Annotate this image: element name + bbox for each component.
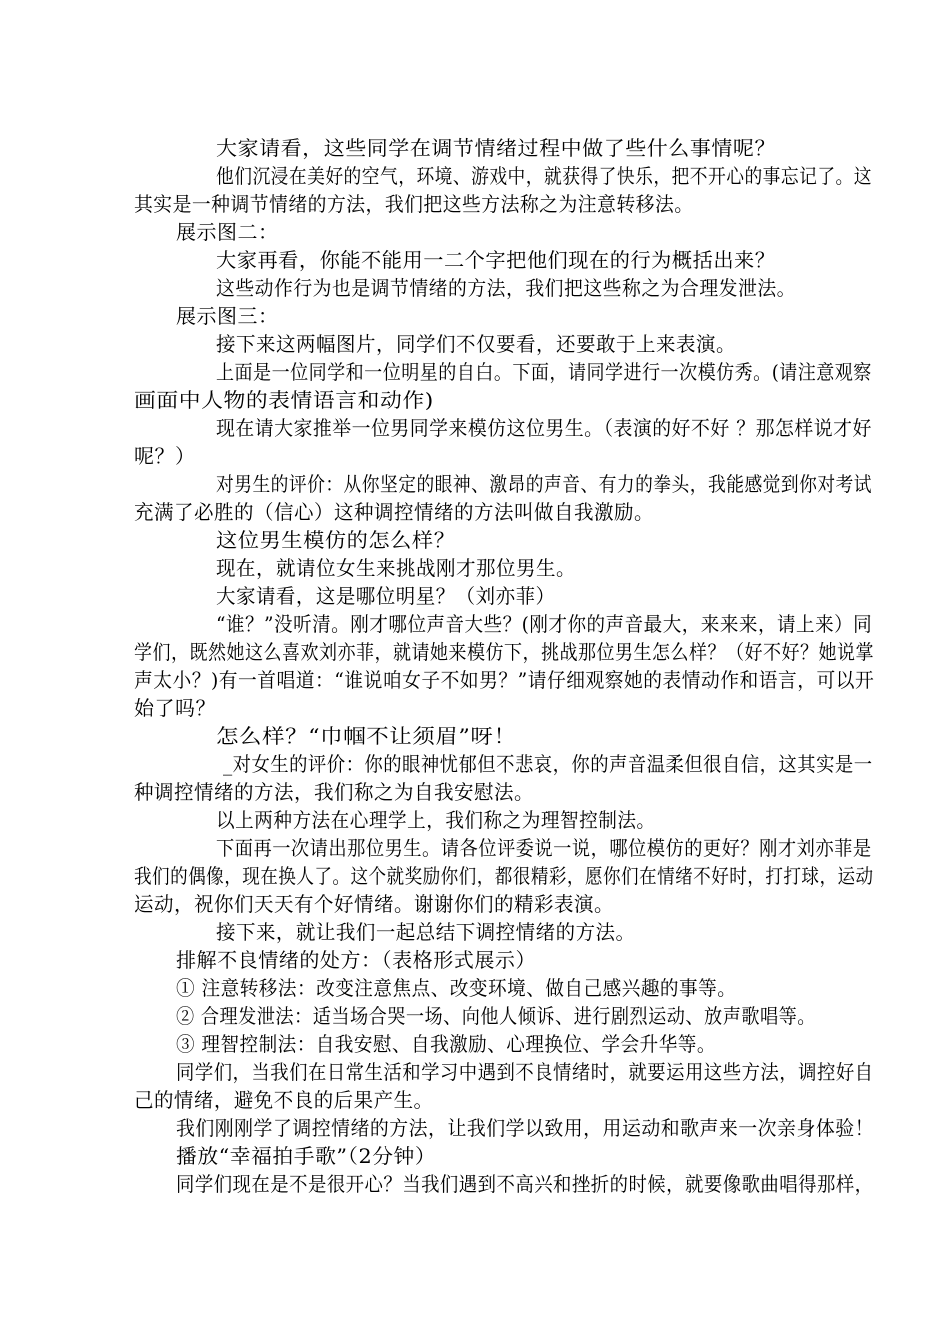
text-line: 同学们，当我们在日常生活和学习中遇到不良情绪时，就要运用这些方法，调控好自 [176, 1060, 874, 1084]
text-line: 大家请看，这是哪位明星？（刘亦菲） [216, 584, 556, 608]
text-line: 对男生的评价：从你坚定的眼神、激昂的声音、有力的拳头，我能感觉到你对考试 [216, 472, 872, 496]
text-line: 这位男生模仿的怎么样？ [216, 528, 456, 552]
text-line: 接下来，就让我们一起总结下调控情绪的方法。 [216, 920, 636, 944]
text-line: 同学们现在是不是很开心？当我们遇到不高兴和挫折的时候，就要像歌曲唱得那样， [176, 1172, 874, 1196]
text-line: _对女生的评价：你的眼神忧郁但不悲哀，你的声音温柔但很自信，这其实是一 [223, 752, 873, 776]
text-line: 大家再看，你能不能用一二个字把他们现在的行为概括出来？ [216, 248, 776, 272]
text-line: 学们，既然她这么喜欢刘亦菲，就请她来模仿下，挑战那位男生怎么样？（好不好？她说掌 [134, 640, 874, 664]
text-line: 他们沉浸在美好的空气，环境、游戏中，就获得了快乐，把不开心的事忘记了。这 [216, 164, 872, 188]
text-line: 充满了必胜的（信心）这种调控情绪的方法叫做自我激励。 [134, 500, 654, 524]
text-line: 展示图三： [176, 304, 279, 328]
text-line: 种调控情绪的方法，我们称之为自我安慰法。 [134, 780, 534, 804]
text-line: 大家请看，这些同学在调节情绪过程中做了些什么事情呢？ [216, 136, 776, 160]
text-line: 我们刚刚学了调控情绪的方法，让我们学以致用，用运动和歌声来一次亲身体验！ [176, 1116, 874, 1140]
text-line: 接下来这两幅图片，同学们不仅要看，还要敢于上来表演。 [216, 332, 736, 356]
text-line: 上面是一位同学和一位明星的自白。下面，请同学进行一次模仿秀。(请注意观察 [216, 360, 872, 384]
text-line: 播放“幸福拍手歌”（2分钟） [176, 1144, 437, 1168]
text-line: 现在，就请位女生来挑战刚才那位男生。 [216, 556, 576, 580]
text-line: 排解不良情绪的处方：（表格形式展示） [176, 948, 536, 972]
text-line: 以上两种方法在心理学上，我们称之为理智控制法。 [216, 808, 656, 832]
text-line: 现在请大家推举一位男同学来模仿这位男生。（表演的好不好 ？那怎样说才好 [216, 416, 872, 440]
text-line: 我们的偶像，现在换人了。这个就奖励你们，都很精彩，愿你们在情绪不好时，打打球，运动 [134, 864, 874, 888]
text-line: 声太小？)有一首唱道：“谁说咱女子不如男？”请仔细观察她的表情动作和语言，可以开 [134, 668, 875, 692]
text-line: ② 合理发泄法：适当场合哭一场、向他人倾诉、进行剧烈运动、放声歌唱等。 [176, 1004, 816, 1028]
text-line: 己的情绪，避免不良的后果产生。 [134, 1088, 434, 1112]
text-line: ③ 理智控制法：自我安慰、自我激励、心理换位、学会升华等。 [176, 1032, 716, 1056]
text-line: 展示图二： [176, 220, 279, 244]
text-line: 画面中人物的表情语言和动作) [134, 388, 434, 412]
text-line: ① 注意转移法：改变注意焦点、改变环境、做自己感兴趣的事等。 [176, 976, 737, 1000]
text-line: “谁？”没听清。刚才哪位声音大些？(刚才你的声音最大，来来来，请上来）同 [216, 612, 873, 636]
text-line: 其实是一种调节情绪的方法，我们把这些方法称之为注意转移法。 [134, 192, 694, 216]
text-line: 下面再一次请出那位男生。请各位评委说一说，哪位模仿的更好？刚才刘亦菲是 [216, 836, 872, 860]
text-line: 始了吗？ [134, 696, 216, 720]
text-line: 这些动作行为也是调节情绪的方法，我们把这些称之为合理发泄法。 [216, 276, 796, 300]
text-line: 怎么样？“巾帼不让须眉”呀！ [216, 724, 517, 748]
text-line: 运动，祝你们天天有个好情绪。谢谢你们的精彩表演。 [134, 892, 614, 916]
text-line: 呢？） [134, 444, 196, 468]
